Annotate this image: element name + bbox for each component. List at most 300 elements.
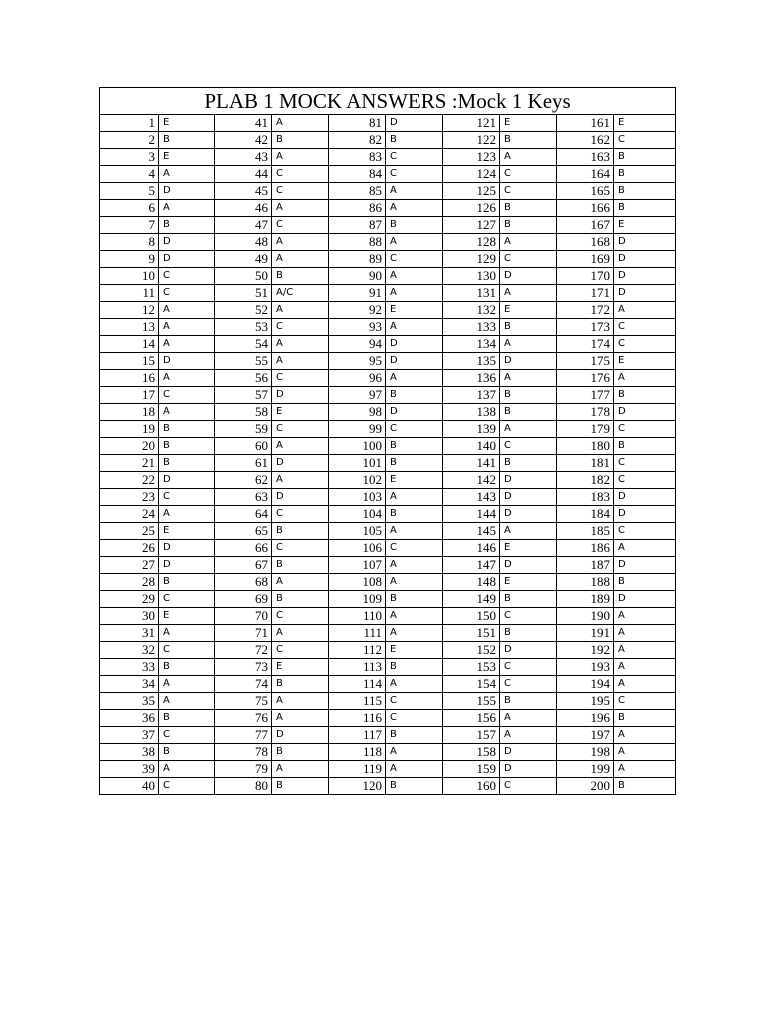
answer-letter: C — [272, 642, 329, 659]
question-number: 197 — [557, 727, 614, 744]
answer-letter: C — [614, 472, 676, 489]
question-number: 94 — [329, 336, 386, 353]
answer-letter: D — [614, 251, 676, 268]
question-number: 22 — [100, 472, 159, 489]
question-number: 23 — [100, 489, 159, 506]
question-number: 67 — [215, 557, 272, 574]
answer-letter: B — [614, 166, 676, 183]
question-number: 72 — [215, 642, 272, 659]
question-number: 13 — [100, 319, 159, 336]
question-number: 139 — [443, 421, 500, 438]
question-number: 1 — [100, 115, 159, 132]
answer-letter: A — [500, 421, 557, 438]
answer-letter: B — [500, 200, 557, 217]
question-number: 115 — [329, 693, 386, 710]
answer-letter: A — [386, 234, 443, 251]
answer-row — [100, 421, 676, 438]
question-number: 129 — [443, 251, 500, 268]
answer-letter: D — [159, 353, 215, 370]
answer-letter: A — [159, 506, 215, 523]
answer-letter: E — [614, 217, 676, 234]
answer-letter: C — [272, 506, 329, 523]
question-number: 133 — [443, 319, 500, 336]
question-number: 122 — [443, 132, 500, 149]
answer-letter: C — [386, 421, 443, 438]
question-number: 26 — [100, 540, 159, 557]
question-number: 126 — [443, 200, 500, 217]
question-number: 3 — [100, 149, 159, 166]
question-number: 166 — [557, 200, 614, 217]
question-number: 87 — [329, 217, 386, 234]
question-number: 8 — [100, 234, 159, 251]
answer-letter: D — [500, 489, 557, 506]
question-number: 188 — [557, 574, 614, 591]
answer-letter: A — [386, 183, 443, 200]
question-number: 182 — [557, 472, 614, 489]
answer-row — [100, 285, 676, 302]
question-number: 149 — [443, 591, 500, 608]
question-number: 104 — [329, 506, 386, 523]
question-number: 140 — [443, 438, 500, 455]
answer-letter: D — [386, 336, 443, 353]
answer-letter: B — [159, 132, 215, 149]
question-number: 99 — [329, 421, 386, 438]
question-number: 50 — [215, 268, 272, 285]
answer-letter: B — [272, 132, 329, 149]
question-number: 35 — [100, 693, 159, 710]
answer-letter: A — [272, 438, 329, 455]
answer-letter: E — [159, 149, 215, 166]
answer-letter: C — [614, 132, 676, 149]
question-number: 160 — [443, 778, 500, 795]
answer-letter: E — [386, 302, 443, 319]
answer-row — [100, 761, 676, 778]
answer-letter: B — [159, 710, 215, 727]
answer-letter: D — [159, 251, 215, 268]
answer-letter: C — [614, 455, 676, 472]
question-number: 109 — [329, 591, 386, 608]
answer-letter: A — [386, 285, 443, 302]
question-number: 125 — [443, 183, 500, 200]
answer-letter: B — [500, 387, 557, 404]
answer-letter: B — [386, 132, 443, 149]
question-number: 173 — [557, 319, 614, 336]
question-number: 14 — [100, 336, 159, 353]
answer-letter: C — [386, 166, 443, 183]
question-number: 27 — [100, 557, 159, 574]
answer-letter: A — [272, 574, 329, 591]
answer-letter: E — [159, 523, 215, 540]
question-number: 74 — [215, 676, 272, 693]
question-number: 38 — [100, 744, 159, 761]
answer-letter: A — [159, 693, 215, 710]
question-number: 45 — [215, 183, 272, 200]
answer-letter: E — [272, 659, 329, 676]
answer-letter: C — [614, 336, 676, 353]
question-number: 189 — [557, 591, 614, 608]
answer-row — [100, 438, 676, 455]
answer-letter: A — [159, 676, 215, 693]
answer-letter: A — [614, 608, 676, 625]
answer-letter: A — [272, 336, 329, 353]
answer-letter: A — [272, 302, 329, 319]
answer-letter: A — [386, 625, 443, 642]
answer-row — [100, 166, 676, 183]
question-number: 15 — [100, 353, 159, 370]
question-number: 54 — [215, 336, 272, 353]
answer-letter: C — [500, 166, 557, 183]
answer-letter: C — [500, 438, 557, 455]
question-number: 113 — [329, 659, 386, 676]
question-number: 172 — [557, 302, 614, 319]
question-number: 36 — [100, 710, 159, 727]
answer-letter: D — [386, 404, 443, 421]
question-number: 161 — [557, 115, 614, 132]
question-number: 159 — [443, 761, 500, 778]
question-number: 19 — [100, 421, 159, 438]
answer-row — [100, 234, 676, 251]
answer-row — [100, 642, 676, 659]
answer-letter: E — [614, 115, 676, 132]
answer-row — [100, 608, 676, 625]
answer-letter: A — [500, 336, 557, 353]
question-number: 20 — [100, 438, 159, 455]
answer-row — [100, 744, 676, 761]
answer-letter: C — [272, 166, 329, 183]
answer-letter: B — [614, 200, 676, 217]
question-number: 137 — [443, 387, 500, 404]
answer-letter: B — [500, 693, 557, 710]
answer-letter: B — [500, 132, 557, 149]
question-number: 191 — [557, 625, 614, 642]
question-number: 147 — [443, 557, 500, 574]
answer-letter: B — [386, 506, 443, 523]
answer-letter: B — [500, 625, 557, 642]
answer-letter: C — [500, 676, 557, 693]
answer-letter: A — [272, 200, 329, 217]
answer-row — [100, 132, 676, 149]
question-number: 41 — [215, 115, 272, 132]
question-number: 124 — [443, 166, 500, 183]
answer-letter: C — [272, 183, 329, 200]
question-number: 18 — [100, 404, 159, 421]
question-number: 93 — [329, 319, 386, 336]
answer-letter: A — [614, 370, 676, 387]
answer-row — [100, 336, 676, 353]
question-number: 198 — [557, 744, 614, 761]
question-number: 56 — [215, 370, 272, 387]
question-number: 62 — [215, 472, 272, 489]
question-number: 79 — [215, 761, 272, 778]
answer-row — [100, 319, 676, 336]
question-number: 184 — [557, 506, 614, 523]
answer-letter: C — [159, 268, 215, 285]
question-number: 61 — [215, 455, 272, 472]
answer-letter: C — [386, 540, 443, 557]
answer-row — [100, 353, 676, 370]
answer-letter: C — [159, 778, 215, 795]
question-number: 21 — [100, 455, 159, 472]
answer-letter: D — [500, 506, 557, 523]
question-number: 76 — [215, 710, 272, 727]
answer-letter: D — [614, 404, 676, 421]
question-number: 193 — [557, 659, 614, 676]
question-number: 33 — [100, 659, 159, 676]
answer-letter: C — [614, 523, 676, 540]
answer-letter: B — [386, 659, 443, 676]
answer-letter: A — [614, 659, 676, 676]
answer-letter: A — [159, 625, 215, 642]
question-number: 97 — [329, 387, 386, 404]
answer-letter: B — [272, 523, 329, 540]
answer-letter: A — [614, 540, 676, 557]
question-number: 146 — [443, 540, 500, 557]
question-number: 145 — [443, 523, 500, 540]
question-number: 42 — [215, 132, 272, 149]
question-number: 69 — [215, 591, 272, 608]
question-number: 52 — [215, 302, 272, 319]
answer-letter: B — [272, 676, 329, 693]
answer-row — [100, 302, 676, 319]
question-number: 118 — [329, 744, 386, 761]
answer-letter: B — [386, 591, 443, 608]
question-number: 98 — [329, 404, 386, 421]
answer-letter: D — [614, 506, 676, 523]
question-number: 181 — [557, 455, 614, 472]
answer-letter: D — [500, 268, 557, 285]
answer-letter: A — [159, 336, 215, 353]
question-number: 9 — [100, 251, 159, 268]
answer-letter: C — [159, 642, 215, 659]
answer-letter: D — [386, 115, 443, 132]
answer-letter: B — [386, 387, 443, 404]
answer-letter: E — [500, 302, 557, 319]
answer-letter: B — [614, 438, 676, 455]
answer-row — [100, 183, 676, 200]
question-number: 169 — [557, 251, 614, 268]
question-number: 195 — [557, 693, 614, 710]
question-number: 196 — [557, 710, 614, 727]
question-number: 142 — [443, 472, 500, 489]
answer-letter: B — [386, 778, 443, 795]
answer-row — [100, 489, 676, 506]
answer-letter: D — [272, 489, 329, 506]
question-number: 47 — [215, 217, 272, 234]
answer-letter: B — [386, 455, 443, 472]
answer-letter: C — [159, 591, 215, 608]
question-number: 96 — [329, 370, 386, 387]
answer-letter: C — [386, 693, 443, 710]
answer-letter: B — [159, 574, 215, 591]
answer-letter: A — [614, 744, 676, 761]
answer-letter: B — [614, 183, 676, 200]
question-number: 116 — [329, 710, 386, 727]
answer-letter: C — [386, 149, 443, 166]
answer-letter: A — [272, 234, 329, 251]
answer-letter: D — [386, 353, 443, 370]
answer-letter: A — [614, 302, 676, 319]
question-number: 138 — [443, 404, 500, 421]
answer-letter: C — [386, 710, 443, 727]
answer-letter: D — [500, 557, 557, 574]
question-number: 65 — [215, 523, 272, 540]
answer-row — [100, 625, 676, 642]
question-number: 143 — [443, 489, 500, 506]
question-number: 89 — [329, 251, 386, 268]
answer-letter: A — [500, 370, 557, 387]
question-number: 162 — [557, 132, 614, 149]
answer-letter: B — [159, 455, 215, 472]
question-number: 51 — [215, 285, 272, 302]
question-number: 128 — [443, 234, 500, 251]
question-number: 200 — [557, 778, 614, 795]
answer-letter: A — [386, 676, 443, 693]
answer-letter: C — [500, 608, 557, 625]
answer-letter: B — [614, 778, 676, 795]
answer-letter: A — [159, 319, 215, 336]
question-number: 57 — [215, 387, 272, 404]
answer-row — [100, 370, 676, 387]
question-number: 178 — [557, 404, 614, 421]
answer-row — [100, 455, 676, 472]
question-number: 83 — [329, 149, 386, 166]
question-number: 10 — [100, 268, 159, 285]
answer-letter: A — [272, 472, 329, 489]
answer-letter: D — [500, 472, 557, 489]
question-number: 4 — [100, 166, 159, 183]
answer-row — [100, 778, 676, 795]
answer-letter: D — [614, 489, 676, 506]
answer-letter: B — [500, 319, 557, 336]
answer-letter: B — [159, 217, 215, 234]
question-number: 92 — [329, 302, 386, 319]
answer-letter: D — [159, 540, 215, 557]
question-number: 60 — [215, 438, 272, 455]
answer-letter: A — [614, 727, 676, 744]
question-number: 121 — [443, 115, 500, 132]
answer-letter: D — [614, 234, 676, 251]
question-number: 37 — [100, 727, 159, 744]
question-number: 106 — [329, 540, 386, 557]
question-number: 84 — [329, 166, 386, 183]
question-number: 194 — [557, 676, 614, 693]
answer-letter: A — [500, 523, 557, 540]
question-number: 6 — [100, 200, 159, 217]
question-number: 80 — [215, 778, 272, 795]
answer-letter: B — [272, 557, 329, 574]
answer-letter: A — [614, 625, 676, 642]
answer-row — [100, 149, 676, 166]
answer-letter: B — [159, 659, 215, 676]
question-number: 30 — [100, 608, 159, 625]
answer-letter: E — [159, 115, 215, 132]
question-number: 77 — [215, 727, 272, 744]
question-number: 110 — [329, 608, 386, 625]
answer-letter: A — [272, 251, 329, 268]
answer-letter: D — [159, 183, 215, 200]
question-number: 7 — [100, 217, 159, 234]
answer-letter: B — [386, 727, 443, 744]
answer-letter: B — [500, 455, 557, 472]
question-number: 108 — [329, 574, 386, 591]
answer-letter: D — [500, 761, 557, 778]
answer-letter: C — [159, 489, 215, 506]
question-number: 31 — [100, 625, 159, 642]
question-number: 32 — [100, 642, 159, 659]
question-number: 164 — [557, 166, 614, 183]
answer-letter: A — [272, 115, 329, 132]
question-number: 88 — [329, 234, 386, 251]
answer-letter: A — [500, 234, 557, 251]
question-number: 163 — [557, 149, 614, 166]
answer-row — [100, 115, 676, 132]
answer-letter: A — [159, 761, 215, 778]
answer-letter: A — [159, 200, 215, 217]
answer-letter: D — [272, 455, 329, 472]
answer-letter: D — [500, 353, 557, 370]
answer-row — [100, 659, 676, 676]
question-number: 43 — [215, 149, 272, 166]
answer-row — [100, 217, 676, 234]
question-number: 24 — [100, 506, 159, 523]
question-number: 105 — [329, 523, 386, 540]
answer-letter: A — [386, 268, 443, 285]
answer-letter: B — [614, 710, 676, 727]
question-number: 185 — [557, 523, 614, 540]
question-number: 127 — [443, 217, 500, 234]
answer-letter: A — [386, 574, 443, 591]
answer-row — [100, 693, 676, 710]
answer-letter: C — [500, 251, 557, 268]
question-number: 155 — [443, 693, 500, 710]
question-number: 58 — [215, 404, 272, 421]
answer-letter: B — [614, 574, 676, 591]
question-number: 73 — [215, 659, 272, 676]
answer-letter: A — [386, 557, 443, 574]
answer-letter: A — [386, 489, 443, 506]
answer-letter: A — [500, 710, 557, 727]
question-number: 170 — [557, 268, 614, 285]
question-number: 180 — [557, 438, 614, 455]
answer-letter: E — [159, 608, 215, 625]
question-number: 175 — [557, 353, 614, 370]
answer-letter: D — [614, 268, 676, 285]
question-number: 176 — [557, 370, 614, 387]
question-number: 70 — [215, 608, 272, 625]
question-number: 78 — [215, 744, 272, 761]
question-number: 85 — [329, 183, 386, 200]
answer-letter: C — [272, 540, 329, 557]
answer-letter: A — [386, 200, 443, 217]
question-number: 148 — [443, 574, 500, 591]
answer-letter: A/C — [272, 285, 329, 302]
question-number: 101 — [329, 455, 386, 472]
question-number: 95 — [329, 353, 386, 370]
answer-letter: A — [386, 761, 443, 778]
question-number: 28 — [100, 574, 159, 591]
answer-letter: B — [159, 421, 215, 438]
answer-rows — [100, 115, 676, 795]
question-number: 114 — [329, 676, 386, 693]
question-number: 111 — [329, 625, 386, 642]
question-number: 39 — [100, 761, 159, 778]
answer-letter: D — [272, 387, 329, 404]
question-number: 81 — [329, 115, 386, 132]
question-number: 153 — [443, 659, 500, 676]
answer-letter: A — [614, 642, 676, 659]
answer-letter: D — [272, 727, 329, 744]
question-number: 55 — [215, 353, 272, 370]
